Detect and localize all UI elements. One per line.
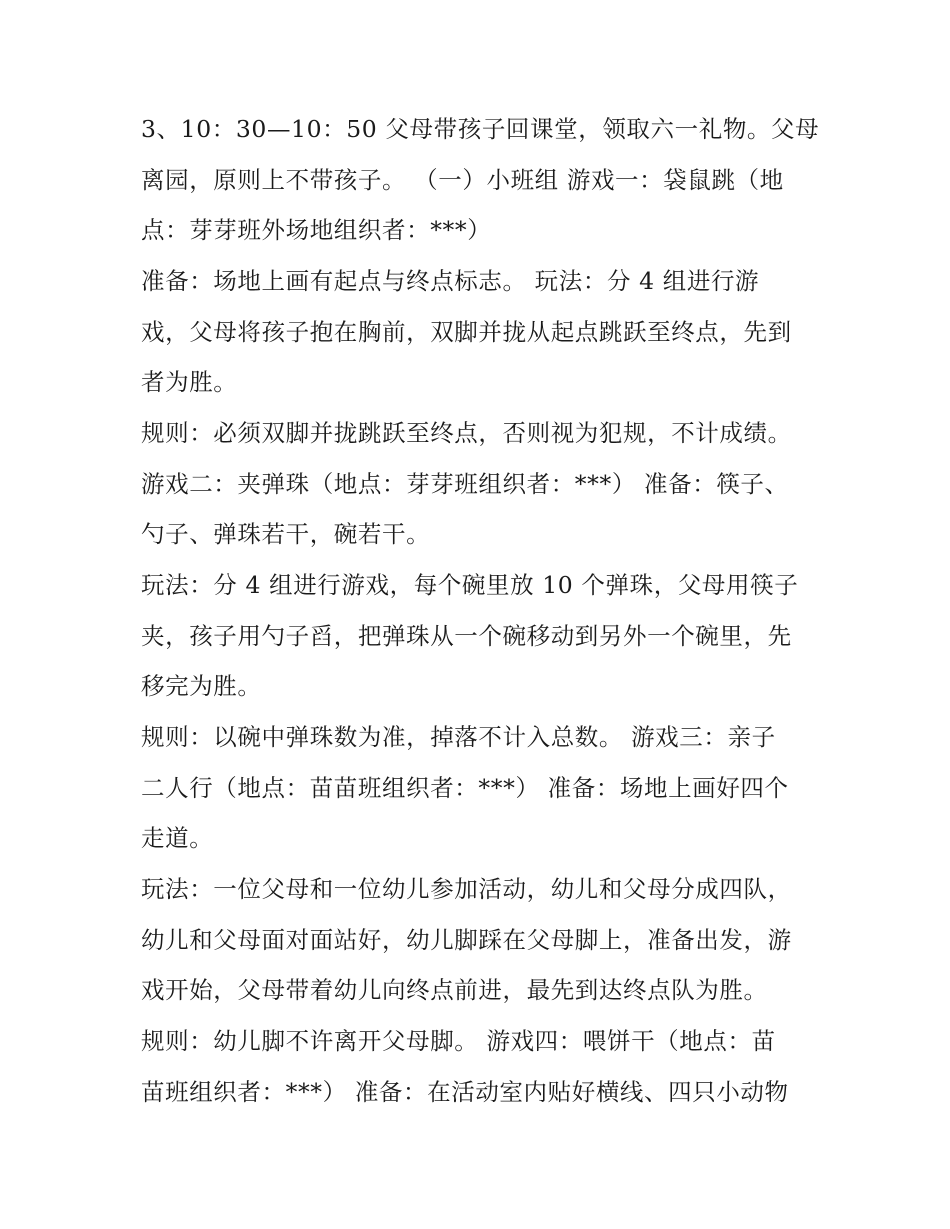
text-line: 游戏二：夹弹珠（地点：芽芽班组织者：***） 准备：筷子、 — [141, 470, 789, 498]
text-line: 移完为胜。 — [141, 672, 262, 700]
text-line: 玩法：一位父母和一位幼儿参加活动，幼儿和父母分成四队， — [141, 875, 792, 903]
text-line: 规则：必须双脚并拢跳跃至终点，否则视为犯规，不计成绩。 — [141, 419, 792, 447]
text-line: 勺子、弹珠若干，碗若干。 — [141, 520, 431, 548]
text-line: 夹，孩子用勺子舀，把弹珠从一个碗移动到另外一个碗里，先 — [141, 622, 792, 650]
text-line: 3、10：30—10：50 父母带孩子回课堂，领取六一礼物。父母 — [141, 115, 820, 143]
text-line: 规则：以碗中弹珠数为准，掉落不计入总数。 游戏三：亲子 — [141, 723, 776, 751]
text-line: 点：芽芽班外场地组织者：***） — [141, 216, 492, 244]
text-line: 准备：场地上画有起点与终点标志。 玩法：分 4 组进行游 — [141, 267, 760, 295]
text-line: 离园，原则上不带孩子。 （一）小班组 游戏一：袋鼠跳（地 — [141, 166, 784, 194]
text-line: 玩法：分 4 组进行游戏，每个碗里放 10 个弹珠，父母用筷子 — [141, 571, 799, 599]
text-line: 二人行（地点：苗苗班组织者：***） 准备：场地上画好四个 — [141, 774, 789, 802]
text-line: 者为胜。 — [141, 368, 238, 396]
text-line: 苗班组织者：***） 准备：在活动室内贴好横线、四只小动物 — [141, 1078, 789, 1106]
text-line: 规则：幼儿脚不许离开父母脚。 游戏四：喂饼干（地点：苗 — [141, 1027, 776, 1055]
text-line: 戏开始，父母带着幼儿向终点前进，最先到达终点队为胜。 — [141, 976, 768, 1004]
text-line: 走道。 — [141, 824, 214, 852]
text-line: 幼儿和父母面对面站好，幼儿脚踩在父母脚上，准备出发，游 — [141, 926, 792, 954]
text-line: 戏，父母将孩子抱在胸前，双脚并拢从起点跳跃至终点，先到 — [141, 318, 792, 346]
